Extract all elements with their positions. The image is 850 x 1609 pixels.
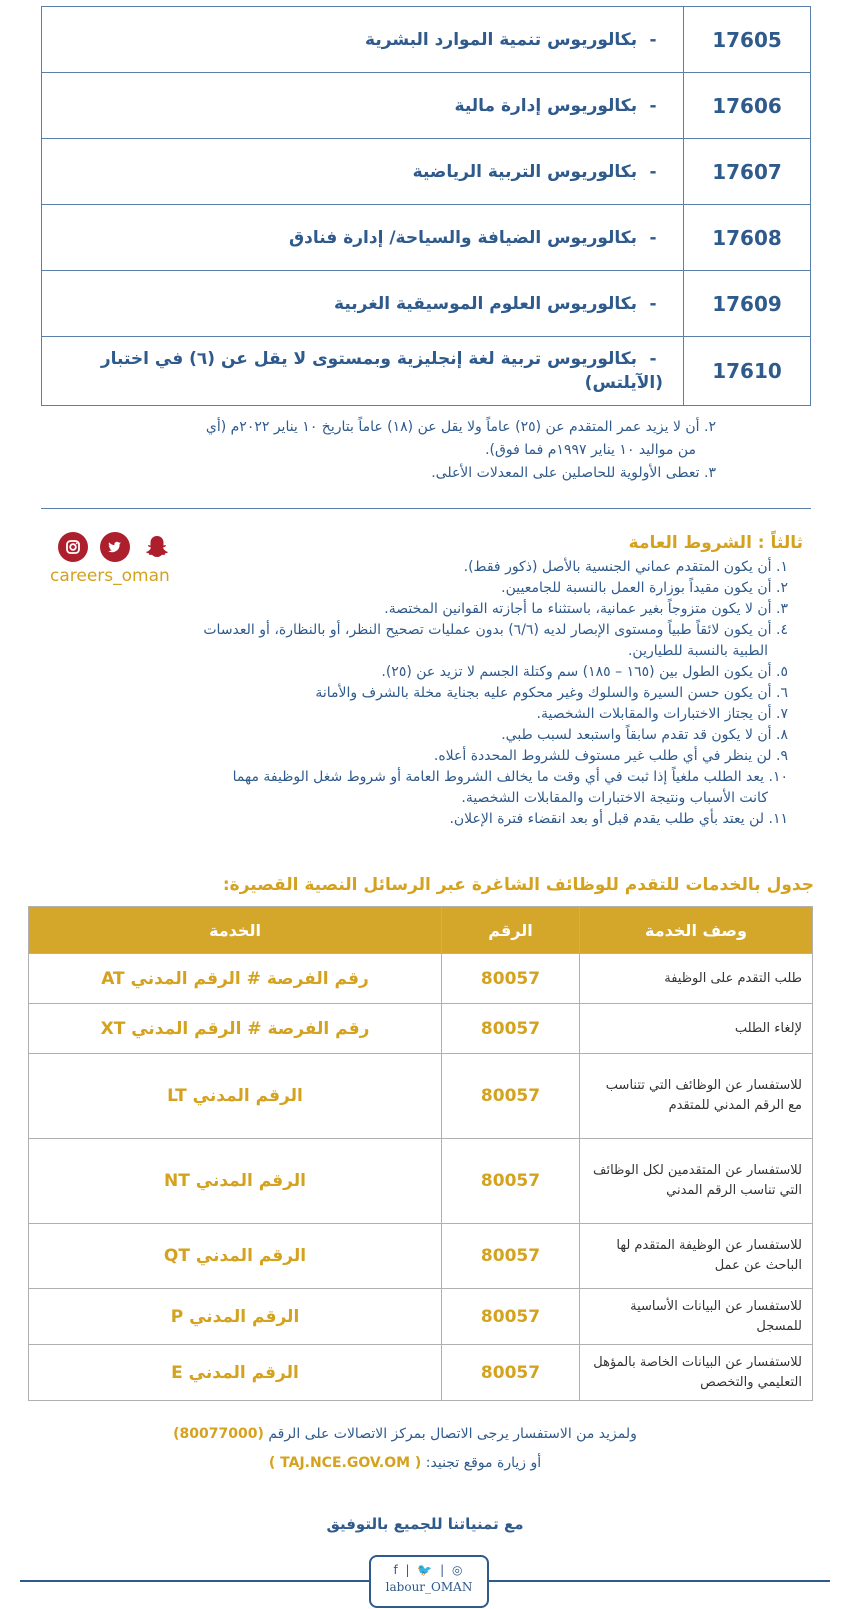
service-code: الرقم المدني LT: [29, 1054, 442, 1139]
program-name: - بكالوريوس الضيافة والسياحة/ إدارة فنادق: [42, 205, 684, 271]
service-desc: للاستفسار عن الوظائف التي تتناسب مع الرقم المدني للمتقدم: [580, 1054, 813, 1139]
header-desc: وصف الخدمة: [580, 907, 813, 954]
contact-website[interactable]: ( TAJ.NCE.GOV.OM ): [268, 1455, 422, 1471]
condition-item: ٥. أن يكون الطول بين (١٦٥ – ١٨٥) سم وكتلة الجسم لا تزيد عن (٢٥).: [381, 664, 788, 680]
twitter-icon[interactable]: 🐦: [417, 1563, 435, 1577]
program-code: 17605: [684, 7, 811, 73]
program-name: - بكالوريوس إدارة مالية: [42, 73, 684, 139]
contact-line: ولمزيد من الاستفسار يرجى الاتصال بمركز الاتصالات على الرقم (80077000): [173, 1426, 637, 1442]
table-row: [29, 1004, 813, 1054]
service-desc: لإلغاء الطلب: [580, 1004, 813, 1054]
divider: [41, 508, 811, 509]
table-row: [42, 205, 811, 271]
table-row: [42, 73, 811, 139]
service-desc: للاستفسار عن الوظيفة المتقدم لها الباحث عن عمل: [580, 1224, 813, 1289]
condition-item: ٨. أن لا يكون قد تقدم سابقاً واستبعد لسبب طبي.: [501, 727, 788, 743]
facebook-icon[interactable]: f: [393, 1563, 400, 1577]
general-conditions: [40, 557, 788, 830]
condition-item-cont: الطبية بالنسبة للطيارين.: [627, 643, 768, 659]
header-svc: الخدمة: [29, 907, 442, 954]
table-row: [29, 1345, 813, 1401]
contact-info: [80, 1420, 730, 1478]
condition-item: ٧. أن يجتاز الاختبارات والمقابلات الشخصية.: [536, 706, 788, 722]
note-2: ٢. أن لا يزيد عمر المتقدم عن (٢٥) عاماً ولا يقل عن (١٨) عاماً بتاريخ ١٠ يناير ٢٠٢٢م (أي: [205, 419, 716, 435]
service-number: 80057: [442, 1289, 580, 1345]
service-code: رقم الفرصة # الرقم المدني XT: [29, 1004, 442, 1054]
service-code: الرقم المدني NT: [29, 1139, 442, 1224]
condition-item: ٣. أن لا يكون متزوجاً بغير عمانية، باستثناء ما أجازته القوانين المختصة.: [384, 601, 788, 617]
service-number: 80057: [442, 1004, 580, 1054]
condition-item: ١٠. يعد الطلب ملغياً إذا ثبت في أي وقت ما يخالف الشروط العامة أو شروط شغل الوظيفة مهما: [232, 769, 788, 785]
program-name: - بكالوريوس التربية الرياضية: [42, 139, 684, 205]
service-number: 80057: [442, 1345, 580, 1401]
service-number: 80057: [442, 1224, 580, 1289]
service-number: 80057: [442, 954, 580, 1004]
closing-wish: مع تمنياتنا للجميع بالتوفيق: [326, 1515, 524, 1533]
services-title: جدول بالخدمات للتقدم للوظائف الشاغرة عبر الرسائل النصية القصيرة:: [222, 875, 814, 895]
service-desc: للاستفسار عن البيانات الأساسية للمسجل: [580, 1289, 813, 1345]
table-row: [42, 271, 811, 337]
table-row: [29, 1139, 813, 1224]
service-number: 80057: [442, 1139, 580, 1224]
contact-phone[interactable]: (80077000): [173, 1426, 264, 1442]
contact-line: أو زيارة موقع تجنيد: ( TAJ.NCE.GOV.OM ): [268, 1455, 542, 1471]
program-name: - بكالوريوس العلوم الموسيقية الغربية: [42, 271, 684, 337]
table-header: [29, 907, 813, 954]
service-desc: للاستفسار عن البيانات الخاصة بالمؤهل التعليمي والتخصص: [580, 1345, 813, 1401]
footer-line: [20, 1580, 369, 1582]
table-row: [42, 7, 811, 73]
program-code: 17607: [684, 139, 811, 205]
instagram-icon[interactable]: ◎: [452, 1563, 465, 1577]
service-desc: طلب التقدم على الوظيفة: [580, 954, 813, 1004]
condition-item: ٤. أن يكون لائقاً طبياً ومستوى الإبصار لديه (٦/٦) بدون عمليات تصحيح النظر، أو بالنظارة، أو العدسات: [203, 622, 788, 638]
service-number: 80057: [442, 1054, 580, 1139]
condition-item: ٩. لن ينظر في أي طلب غير مستوف للشروط المحددة أعلاه.: [433, 748, 788, 764]
note-2-cont: من مواليد ١٠ يناير ١٩٩٧م فما فوق).: [485, 442, 696, 458]
program-code: 17608: [684, 205, 811, 271]
table-row: [42, 337, 811, 406]
note-3: ٣. تعطى الأولوية للحاصلين على المعدلات الأعلى.: [431, 465, 716, 481]
section-title: ثالثاً : الشروط العامة: [628, 533, 803, 553]
eligibility-notes: [86, 416, 716, 485]
service-code: الرقم المدني QT: [29, 1224, 442, 1289]
service-code: الرقم المدني P: [29, 1289, 442, 1345]
program-code: 17610: [684, 337, 811, 406]
table-row: [29, 1289, 813, 1345]
condition-item-cont: كانت الأسباب ونتيجة الاختبارات والمقابلات الشخصية.: [461, 790, 768, 806]
condition-item: ٢. أن يكون مقيداً بوزارة العمل بالنسبة للجامعيين.: [501, 580, 788, 596]
table-row: [29, 954, 813, 1004]
program-name: - بكالوريوس تربية لغة إنجليزية وبمستوى لا يقل عن (٦) في اختبار (الآيلتس): [42, 337, 684, 406]
program-code: 17609: [684, 271, 811, 337]
footer-handle[interactable]: labour_OMAN: [385, 1580, 473, 1594]
program-name: - بكالوريوس تنمية الموارد البشرية: [42, 7, 684, 73]
programs-table: [41, 6, 811, 406]
table-row: [42, 139, 811, 205]
header-num: الرقم: [442, 907, 580, 954]
social-handle[interactable]: careers_oman: [50, 566, 170, 586]
service-code: رقم الفرصة # الرقم المدني AT: [29, 954, 442, 1004]
condition-item: ١١. لن يعتد بأي طلب يقدم قبل أو بعد انقضاء فترة الإعلان.: [449, 811, 788, 827]
footer-badge: f | 🐦 | ◎ labour_OMAN: [369, 1555, 489, 1608]
condition-item: ٦. أن يكون حسن السيرة والسلوك وغير محكوم عليه بجناية مخلة بالشرف والأمانة: [315, 685, 788, 701]
footer-line: [485, 1580, 830, 1582]
service-code: الرقم المدني E: [29, 1345, 442, 1401]
services-table: [28, 906, 813, 1401]
program-code: 17606: [684, 73, 811, 139]
service-desc: للاستفسار عن المتقدمين لكل الوظائف التي تناسب الرقم المدني: [580, 1139, 813, 1224]
condition-item: ١. أن يكون المتقدم عماني الجنسية بالأصل (ذكور فقط).: [463, 559, 788, 575]
table-row: [29, 1224, 813, 1289]
table-row: [29, 1054, 813, 1139]
